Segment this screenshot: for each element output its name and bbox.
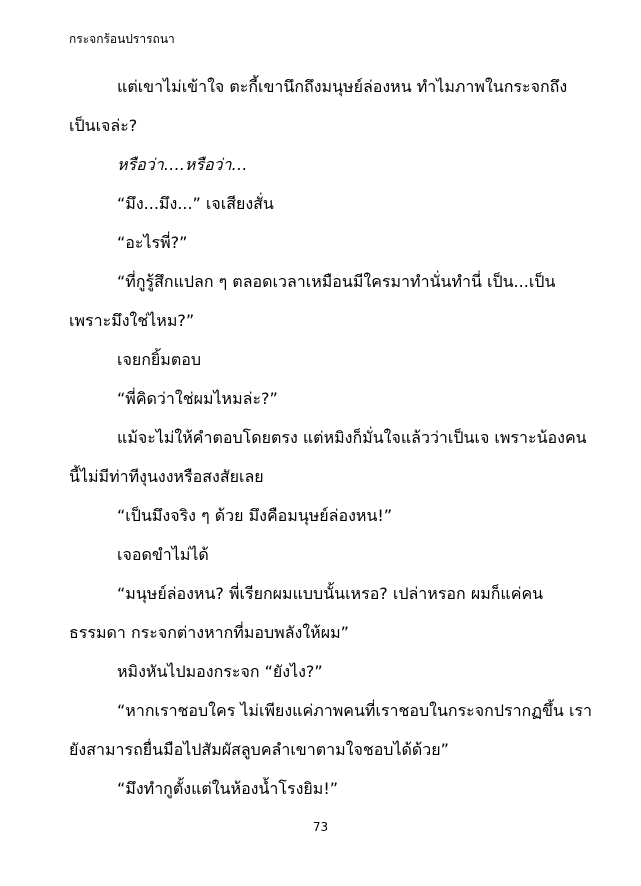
paragraph-2 [69,155,575,174]
paragraph-line: “มึง...มึง...” เจเสียงสั่น [117,194,274,213]
paragraph-6 [69,350,575,369]
paragraph-line: “หากเราชอบใคร ไม่เพียงแค่ภาพคนที่เราชอบในกระจกปรากฏขึ้น เรา [117,701,592,720]
paragraph-line: “มนุษย์ล่องหน? พี่เรียกผมแบบนั้นเหรอ? เปล่าหรอก ผมก็แค่คน [117,584,544,603]
paragraph-line: ธรรมดา กระจกต่างหากที่มอบพลังให้ผม” [69,623,349,642]
paragraph-7 [69,389,575,408]
paragraph-line: หมิงหันไปมองกระจก “ยังไง?” [117,662,323,681]
paragraph-line: ยังสามารถยื่นมือไปสัมผัสลูบคลำเขาตามใจชอบได้ด้วย” [69,740,449,759]
paragraph-line: “ที่กูรู้สึกแปลก ๆ ตลอดเวลาเหมือนมีใครมาทำนั่นทำนี่ เป็น...เป็น [117,272,556,291]
paragraph-line: เพราะมึงใช่ไหม?” [69,311,195,330]
paragraph-4 [69,233,575,252]
paragraph-line: เป็นเจล่ะ? [69,116,138,135]
paragraph-line: เจอดขำไม่ได้ [117,545,209,564]
paragraph-1 [69,77,575,135]
paragraph-8 [69,428,587,486]
page-number: 73 [312,820,329,834]
paragraph-line: “เป็นมึงจริง ๆ ด้วย มึงคือมนุษย์ล่องหน!” [117,506,393,525]
paragraph-5 [69,272,575,330]
paragraph-line: “พี่คิดว่าใช่ผมไหมล่ะ?” [117,389,278,408]
paragraph-line: แต่เขาไม่เข้าใจ ตะกี้เขานึกถึงมนุษย์ล่องหน ทำไมภาพในกระจกถึง [117,77,568,96]
paragraph-line: นี้ไม่มีท่าทีงุนงงหรือสงสัยเลย [69,467,264,486]
paragraph-12 [69,662,575,681]
paragraph-line: หรือว่า….หรือว่า… [117,155,248,174]
paragraph-line: “มึงทำกูตั้งแต่ในห้องน้ำโรงยิม!” [117,779,339,798]
paragraph-11 [69,584,575,642]
paragraph-line: “อะไรพี่?” [117,233,188,252]
paragraph-13 [69,701,592,759]
paragraph-9 [69,506,575,525]
paragraph-line: เจยกยิ้มตอบ [117,350,201,369]
paragraph-10 [69,545,575,564]
paragraph-14 [69,779,575,798]
paragraph-3 [69,194,575,213]
running-header: กระจกร้อนปรารถนา [69,32,175,46]
page-body [69,77,592,818]
paragraph-line: แม้จะไม่ให้คำตอบโดยตรง แต่หมิงก็มั่นใจแล้วว่าเป็นเจ เพราะน้องคน [117,428,587,447]
